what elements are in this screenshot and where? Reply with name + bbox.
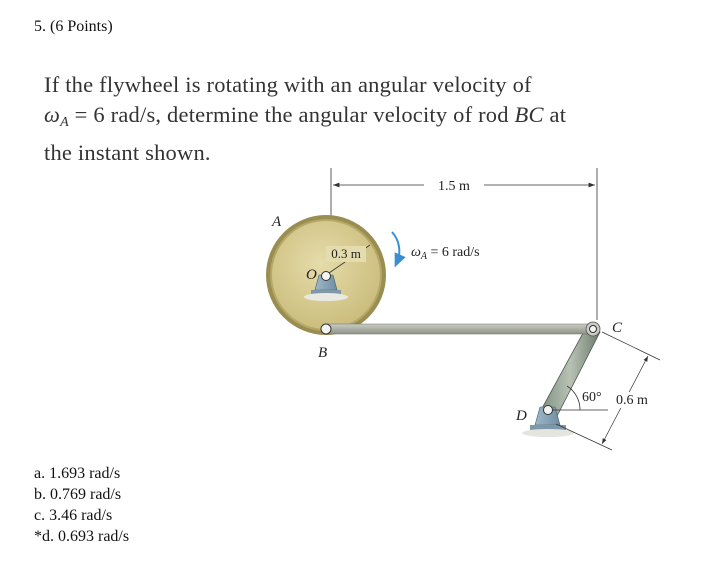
problem-line-3: the instant shown. bbox=[44, 140, 211, 165]
pin-D bbox=[544, 406, 553, 415]
problem-line-2-text: = 6 rad/s, determine the angular velocity of rod bbox=[68, 102, 515, 127]
label-O: O bbox=[306, 267, 317, 283]
label-C: C bbox=[612, 320, 623, 336]
problem-line-2-end: at bbox=[543, 102, 567, 127]
pin-C bbox=[590, 326, 597, 333]
label-D: D bbox=[516, 408, 527, 424]
answer-c: c. 3.46 rad/s bbox=[34, 507, 113, 524]
pin-B bbox=[321, 324, 331, 334]
omega-subscript: A bbox=[60, 115, 69, 130]
omega-arrow bbox=[392, 232, 399, 262]
support-O-ground bbox=[304, 293, 348, 301]
label-B: B bbox=[318, 345, 328, 361]
label-radius: 0.3 m bbox=[331, 246, 361, 261]
answer-a: a. 1.693 rad/s bbox=[34, 465, 121, 482]
label-omega: $\omega_A = 6$ rad/s bbox=[411, 245, 480, 262]
dim-06-ext-top bbox=[602, 332, 660, 360]
answer-choices bbox=[34, 463, 129, 547]
dim-06-ext-bottom bbox=[556, 424, 612, 450]
question-header: 5. (6 Points) bbox=[34, 18, 113, 35]
pin-O bbox=[322, 272, 331, 281]
answer-b: b. 0.769 rad/s bbox=[34, 486, 122, 503]
answer-d: *d. 0.693 rad/s bbox=[34, 528, 130, 545]
label-rod-length: 0.6 m bbox=[616, 393, 648, 408]
rod-name: BC bbox=[514, 102, 544, 127]
omega-symbol: ω bbox=[44, 102, 61, 127]
label-A: A bbox=[272, 214, 282, 230]
dim-label-1-5m: 1.5 m bbox=[438, 179, 470, 194]
label-angle: 60° bbox=[582, 390, 602, 405]
rod-BC bbox=[324, 324, 594, 334]
support-D-ground bbox=[522, 429, 574, 437]
problem-line-1: If the flywheel is rotating with an angular velocity of bbox=[44, 72, 532, 97]
